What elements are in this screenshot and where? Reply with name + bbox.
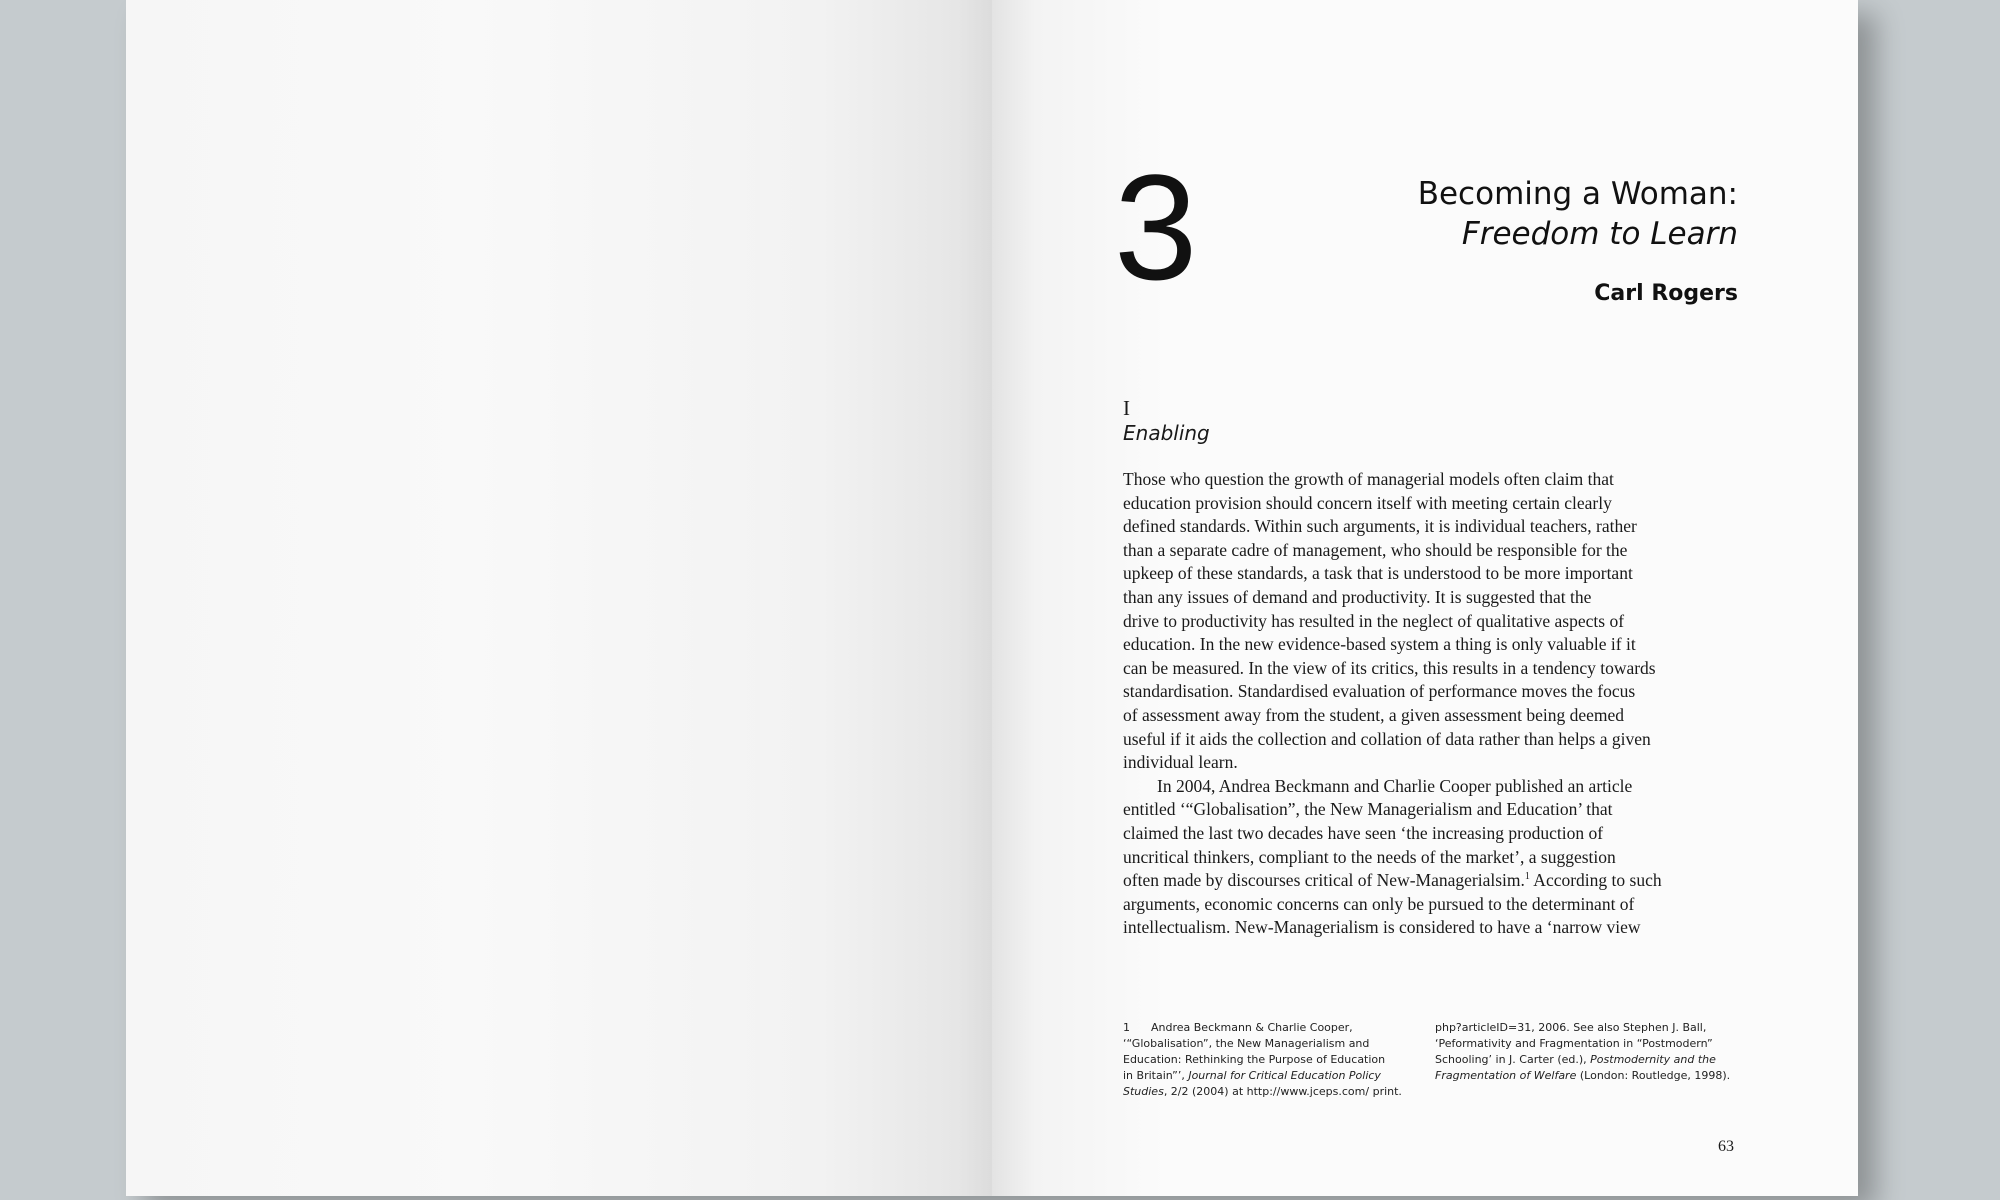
footnote-text: Andrea Beckmann & Charlie Cooper, bbox=[1151, 1021, 1353, 1034]
text-line: defined standards. Within such arguments, it is individual teachers, rather bbox=[1123, 516, 1637, 537]
footnote-line: php?articleID=31, 2006. See also Stephen J. Ball, bbox=[1435, 1021, 1707, 1034]
text-line: Those who question the growth of managerial models often claim that bbox=[1123, 469, 1614, 489]
text-line: than a separate cadre of management, who should be responsible for the bbox=[1123, 539, 1628, 560]
text-line: education provision should concern itself with meeting certain clearly bbox=[1123, 492, 1612, 513]
chapter-heading bbox=[1418, 174, 1738, 308]
footnote-line: ‘“Globalisation”, the New Managerialism and bbox=[1123, 1037, 1370, 1050]
text-line: claimed the last two decades have seen ‘the increasing production of bbox=[1123, 822, 1604, 843]
text-line: than any issues of demand and productivity. It is suggested that the bbox=[1123, 586, 1592, 607]
section-heading bbox=[1123, 396, 1210, 446]
text-line: of assessment away from the student, a given assessment being deemed bbox=[1123, 704, 1625, 725]
footnote-text: in Britain”’, bbox=[1123, 1069, 1189, 1082]
journal-title: Journal for Critical Education Policy bbox=[1188, 1069, 1381, 1082]
book-title: Fragmentation of Welfare bbox=[1435, 1069, 1577, 1082]
text-line: intellectualism. New-Managerialism is considered to have a ‘narrow view bbox=[1123, 917, 1641, 938]
text-line: In 2004, Andrea Beckmann and Charlie Cooper published an article bbox=[1157, 775, 1633, 796]
text-line: uncritical thinkers, compliant to the needs of the market’, a suggestion bbox=[1123, 846, 1616, 867]
journal-title: Studies bbox=[1123, 1085, 1164, 1098]
chapter-number: 3 bbox=[1114, 143, 1198, 311]
book-title: Postmodernity and the bbox=[1590, 1053, 1716, 1066]
text-segment: often made by discourses critical of New-Managerialsim. bbox=[1123, 870, 1525, 891]
text-line: standardisation. Standardised evaluation of performance moves the focus bbox=[1123, 681, 1636, 702]
chapter-subtitle: Freedom to Learn bbox=[1461, 216, 1738, 252]
text-segment: According to such bbox=[1529, 870, 1662, 891]
footnote-text: (London: Routledge, 1998). bbox=[1576, 1069, 1731, 1082]
body-text bbox=[1123, 468, 1738, 940]
paragraph-1 bbox=[1123, 468, 1738, 775]
text-line: can be measured. In the view of its critics, this results in a tendency towards bbox=[1123, 657, 1656, 678]
footnote-line: ‘Peformativity and Fragmentation in “Postmodern” bbox=[1435, 1037, 1713, 1050]
footnote-line bbox=[1123, 1068, 1402, 1084]
footnote-ref[interactable]: 1 bbox=[1524, 871, 1530, 883]
footnote-text: Schooling’ in J. Carter (ed.), bbox=[1435, 1053, 1591, 1066]
section-number: I bbox=[1123, 396, 1130, 420]
chapter-author: Carl Rogers bbox=[1594, 281, 1738, 306]
footnote-number: 1 bbox=[1123, 1021, 1130, 1034]
page-number: 63 bbox=[1718, 1138, 1734, 1155]
text-line bbox=[1123, 869, 1738, 893]
text-line: drive to productivity has resulted in the neglect of qualitative aspects of bbox=[1123, 610, 1625, 631]
footnote-line bbox=[1435, 1052, 1730, 1068]
footnote-text: , 2/2 (2004) at http://www.jceps.com/ print. bbox=[1163, 1085, 1402, 1098]
left-page bbox=[126, 0, 992, 1196]
footnote-column-2 bbox=[1435, 1020, 1730, 1084]
text-line: useful if it aids the collection and collation of data rather than helps a given bbox=[1123, 728, 1651, 749]
chapter-title: Becoming a Woman: bbox=[1417, 176, 1738, 212]
text-line: arguments, economic concerns can only be pursued to the determinant of bbox=[1123, 893, 1635, 914]
footnote-line: Education: Rethinking the Purpose of Education bbox=[1123, 1053, 1386, 1066]
footnote-line bbox=[1123, 1020, 1402, 1036]
section-title: Enabling bbox=[1123, 421, 1210, 445]
footnote-line bbox=[1435, 1068, 1730, 1084]
text-line: upkeep of these standards, a task that is understood to be more important bbox=[1123, 563, 1633, 584]
text-line: individual learn. bbox=[1123, 752, 1238, 773]
footnote-line bbox=[1123, 1084, 1402, 1100]
footnote-column-1 bbox=[1123, 1020, 1402, 1100]
text-line: entitled ‘“Globalisation”, the New Managerialism and Education’ that bbox=[1123, 799, 1613, 820]
text-line: education. In the new evidence-based system a thing is only valuable if it bbox=[1123, 634, 1636, 655]
paragraph-2 bbox=[1123, 775, 1738, 940]
